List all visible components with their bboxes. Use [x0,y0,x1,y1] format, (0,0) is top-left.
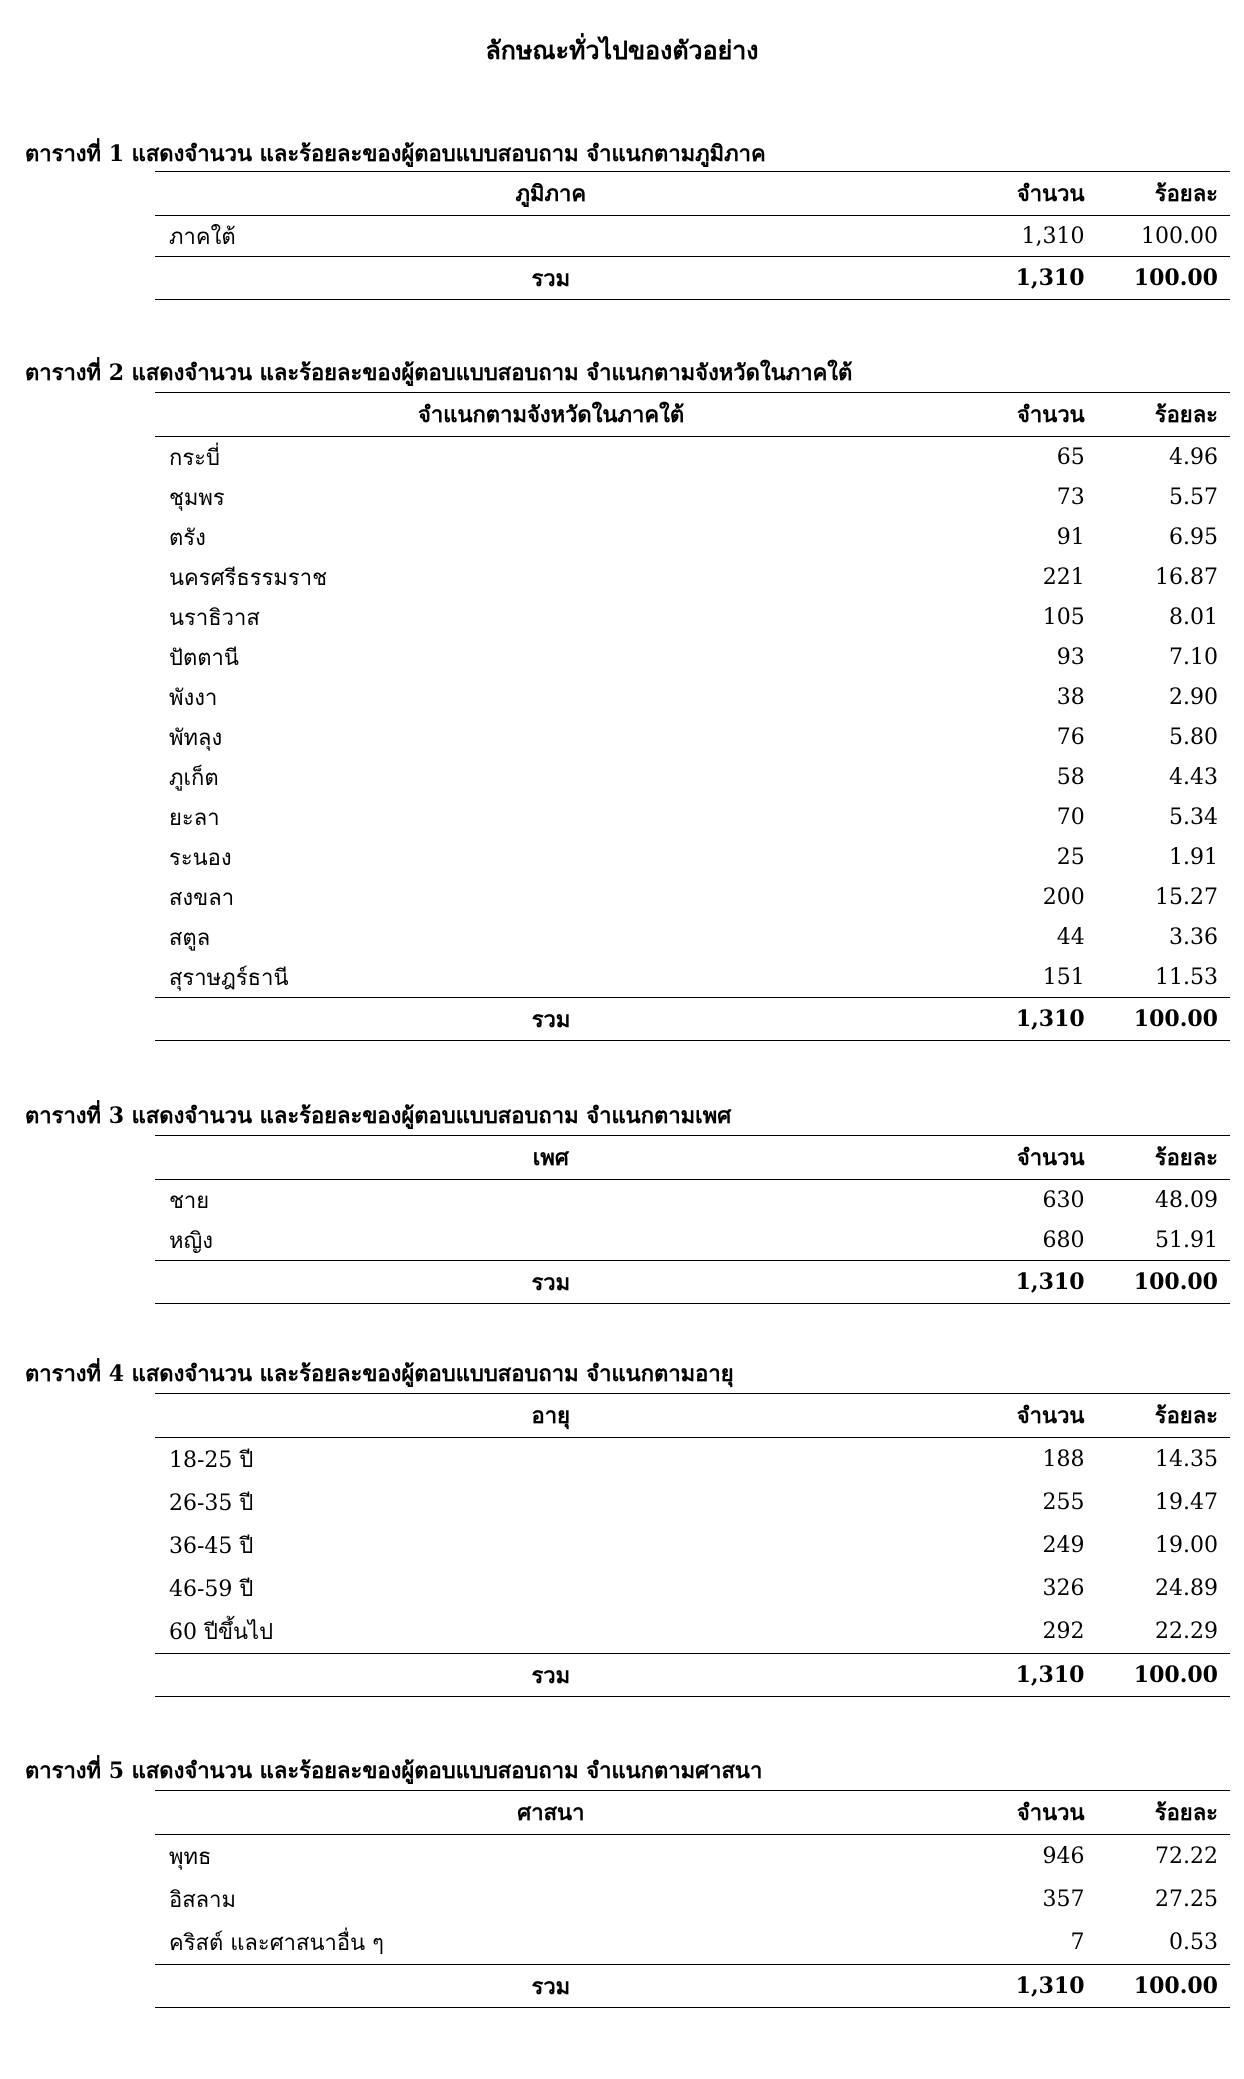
row-label: สุราษฎร์ธานี [169,965,289,991]
row-label: หญิง [169,1228,213,1254]
row-count: 357 [1042,1887,1085,1912]
row-label: สตูล [169,925,211,951]
header-percent: ร้อยละ [1154,181,1218,207]
row-label: 60 ปีขึ้นไป [169,1620,274,1645]
total-count: 1,310 [1015,1269,1085,1295]
header-count: จำนวน [1016,1145,1085,1171]
header-count: จำนวน [1017,402,1085,428]
table-row [155,917,1230,957]
row-count: 200 [1042,884,1085,910]
total-percent: 100.00 [1133,1662,1218,1688]
header-row [155,1136,1230,1180]
row-percent: 24.89 [1155,1576,1218,1601]
row-percent: 15.27 [1155,884,1218,910]
table-row [155,717,1230,757]
table-2-caption: ตารางที่ 2 แสดงจำนวน และร้อยละของผู้ตอบแบบสอบถาม จำแนกตามจังหวัดในภาคใต้ [25,360,853,386]
header-label: อายุ [531,1403,571,1429]
row-percent: 100.00 [1141,223,1218,249]
table-row [155,837,1230,877]
row-label: พุทธ [169,1845,212,1870]
row-count: 1,310 [1021,223,1085,249]
table-3-caption: ตารางที่ 3 แสดงจำนวน และร้อยละของผู้ตอบแบบสอบถาม จำแนกตามเพศ [25,1103,732,1129]
row-count: 292 [1042,1619,1085,1644]
table-row [155,517,1230,557]
row-label: พังงา [169,685,218,711]
row-count: 630 [1042,1187,1085,1213]
total-row [155,1965,1230,2008]
table-row [155,597,1230,637]
row-percent: 5.57 [1169,484,1218,510]
table-row [155,1438,1230,1482]
header-label: ภูมิภาค [515,181,587,207]
row-count: 221 [1042,564,1085,590]
table-row [155,957,1230,998]
row-count: 70 [1056,804,1085,830]
table-row [155,637,1230,677]
table-row [155,557,1230,597]
row-label: ยะลา [169,805,220,831]
header-count: จำนวน [1016,181,1085,207]
row-count: 76 [1056,724,1085,750]
table-row [155,1180,1230,1221]
table-gender [155,1135,1230,1304]
row-label: สงขลา [169,885,235,911]
header-count: จำนวน [1016,1800,1085,1826]
row-count: 151 [1042,964,1085,990]
row-label: 18-25 ปี [169,1448,254,1473]
table-4-caption: ตารางที่ 4 แสดงจำนวน และร้อยละของผู้ตอบแบบสอบถาม จำแนกตามอายุ [25,1361,734,1387]
header-label: เพศ [532,1145,569,1171]
header-label: ศาสนา [517,1800,585,1826]
row-percent: 4.96 [1169,444,1218,470]
total-count: 1,310 [1015,265,1085,291]
total-row [155,257,1230,300]
table-row [155,1610,1230,1654]
total-row [155,998,1230,1041]
row-label: กระบี่ [169,445,220,471]
row-label: ตรัง [169,525,206,551]
total-count: 1,310 [1015,1006,1085,1032]
table-row [155,1878,1230,1921]
header-count: จำนวน [1016,1403,1085,1429]
row-label: ภูเก็ต [169,765,219,791]
row-count: 65 [1056,444,1085,470]
row-count: 7 [1070,1930,1085,1955]
row-percent: 48.09 [1155,1187,1218,1213]
row-percent: 2.90 [1169,684,1218,710]
row-percent: 27.25 [1155,1887,1218,1912]
row-label: ชุมพร [169,485,225,511]
row-label: นราธิวาส [169,605,260,631]
row-percent: 3.36 [1169,924,1218,950]
row-label: นครศรีธรรมราช [169,565,328,591]
row-count: 44 [1056,924,1085,950]
row-percent: 0.53 [1169,1930,1218,1955]
row-percent: 8.01 [1169,604,1218,630]
total-count: 1,310 [1015,1973,1085,1999]
total-percent: 100.00 [1133,1006,1218,1032]
row-count: 326 [1042,1576,1085,1601]
header-percent: ร้อยละ [1154,1145,1218,1171]
row-percent: 1.91 [1169,844,1218,870]
table-region [155,171,1230,300]
row-count: 38 [1056,684,1085,710]
row-percent: 51.91 [1155,1227,1218,1253]
total-label: รวม [531,1006,571,1033]
table-row [155,477,1230,517]
row-label: พัทลุง [169,725,223,751]
total-label: รวม [531,1973,571,2000]
table-province [155,392,1230,1041]
row-count: 249 [1042,1533,1085,1558]
table-row [155,1481,1230,1524]
row-percent: 5.80 [1169,724,1218,750]
row-count: 73 [1056,484,1085,510]
page-title: ลักษณะทั่วไปของตัวอย่าง [485,36,759,65]
total-row [155,1261,1230,1304]
table-age [155,1393,1230,1697]
header-label: จำแนกตามจังหวัดในภาคใต้ [418,402,685,428]
header-row [155,1791,1230,1835]
row-count: 188 [1042,1447,1085,1472]
row-count: 946 [1042,1844,1085,1869]
header-percent: ร้อยละ [1154,1800,1218,1826]
row-percent: 16.87 [1155,564,1218,590]
total-percent: 100.00 [1133,265,1218,291]
row-percent: 7.10 [1169,644,1218,670]
total-count: 1,310 [1015,1662,1085,1688]
row-percent: 22.29 [1155,1619,1218,1644]
table-row [155,1567,1230,1610]
table-row [155,437,1230,478]
row-percent: 5.34 [1169,804,1218,830]
total-label: รวม [531,1269,571,1296]
header-percent: ร้อยละ [1154,1403,1218,1429]
row-percent: 72.22 [1155,1844,1218,1869]
table-row [155,757,1230,797]
table-1-caption: ตารางที่ 1 แสดงจำนวน และร้อยละของผู้ตอบแบบสอบถาม จำแนกตามภูมิภาค [25,141,766,167]
row-percent: 4.43 [1169,764,1218,790]
row-label: 36-45 ปี [169,1534,254,1559]
total-label: รวม [531,265,571,292]
row-count: 25 [1056,844,1085,870]
row-percent: 11.53 [1155,964,1218,990]
table-row [155,1835,1230,1879]
row-count: 91 [1056,524,1085,550]
total-label: รวม [531,1662,571,1689]
row-count: 93 [1056,644,1085,670]
row-label: 46-59 ปี [169,1577,254,1602]
row-label: ชาย [169,1188,210,1214]
row-count: 680 [1042,1227,1085,1253]
table-row [155,797,1230,837]
row-label: ปัตตานี [169,645,239,671]
row-count: 255 [1042,1490,1085,1515]
total-percent: 100.00 [1133,1973,1218,1999]
header-percent: ร้อยละ [1154,402,1218,428]
row-label: ภาคใต้ [169,224,236,250]
row-percent: 14.35 [1155,1447,1218,1472]
table-5-caption: ตารางที่ 5 แสดงจำนวน และร้อยละของผู้ตอบแบบสอบถาม จำแนกตามศาสนา [25,1758,763,1784]
header-row [155,393,1230,437]
row-count: 58 [1056,764,1085,790]
table-row [155,1220,1230,1261]
table-row [155,1921,1230,1965]
row-count: 105 [1042,604,1085,630]
header-row [155,1394,1230,1438]
row-percent: 19.00 [1155,1533,1218,1558]
header-row [155,172,1230,216]
row-label: คริสต์ และศาสนาอื่น ๆ [169,1931,384,1956]
table-row [155,1524,1230,1567]
total-percent: 100.00 [1133,1269,1218,1295]
row-percent: 6.95 [1169,524,1218,550]
table-religion [155,1790,1230,2008]
row-label: 26-35 ปี [169,1491,254,1516]
table-row [155,877,1230,917]
table-row [155,677,1230,717]
row-label: ระนอง [169,845,232,871]
total-row [155,1654,1230,1697]
row-percent: 19.47 [1155,1490,1218,1515]
table-row [155,216,1230,257]
row-label: อิสลาม [169,1888,236,1913]
